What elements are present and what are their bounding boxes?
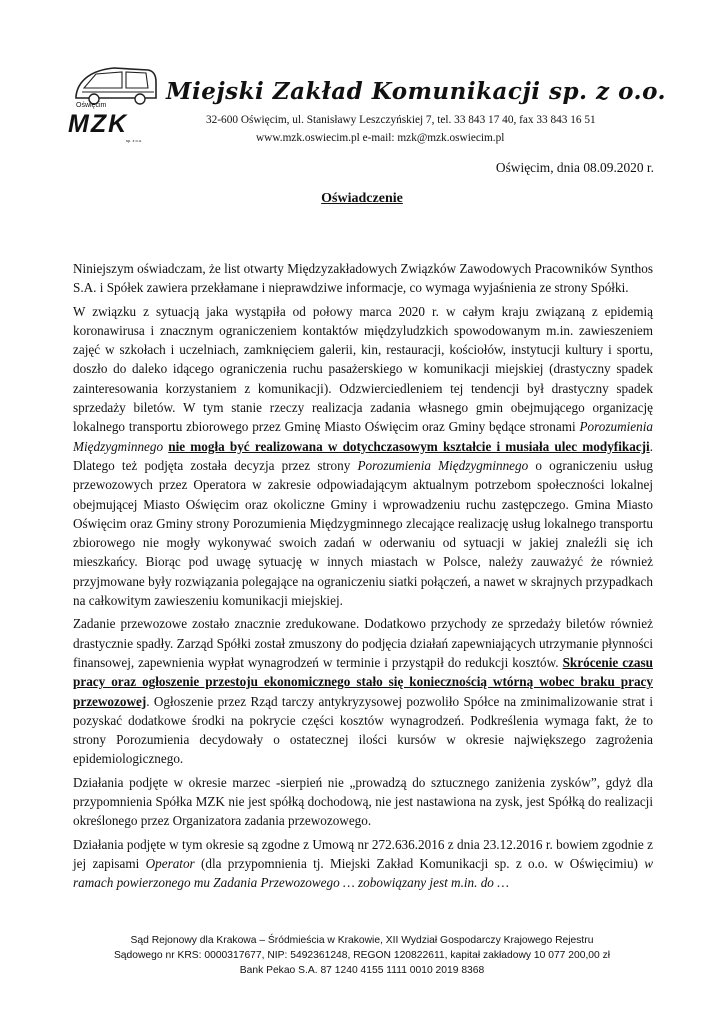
underlined-statement: Skrócenie czasu pracy oraz ogłoszenie przestoju ekonomicznego stało się koniecznością wtórną wobec braku pracy przewozowej [73,654,653,709]
paragraph-1: Niniejszym oświadczam, że list otwarty Międzyzakładowych Związków Zawodowych Pracowników Synthos S.A. i Spółek zawiera przekłamane i nieprawdziwe informacje, co wymaga wyjaśnienia ze strony Spółki. [73,261,653,296]
document-date: Oświęcim, dnia 08.09.2020 r. [495,160,654,175]
document-body [73,259,653,897]
logo-abbreviation: MZK [68,110,129,138]
footer-line-bank: Bank Pekao S.A. 87 1240 4155 1111 0010 2019 8368 [239,965,485,976]
logo-city: Oświęcim [76,102,107,109]
registration-footer [0,933,724,978]
document-title: Oświadczenie [321,191,403,206]
company-logo [62,58,162,148]
company-contact: www.mzk.oswiecim.pl e-mail: mzk@mzk.oswiecim.pl [256,132,505,144]
underlined-statement: nie mogła być realizowana w dotychczasowym kształcie i musiała ulec modyfikacji [168,438,650,454]
letterhead [62,48,667,158]
company-name: Miejski Zakład Komunikacji sp. z o.o. [166,78,667,105]
paragraph-4: Działania podjęte w okresie marzec -sierpień nie „prowadzą do sztucznego zaniżenia zysków”, gdyż dla przypomnienia Spółka MZK nie jest spółką dochodową, nie jest nastawiona na zysk, jest Spółką do realizacji określonego przez Organizatora zadania przewozowego. [73,774,653,829]
logo-legal-form: sp. z o.o. [126,138,143,143]
footer-line-registry: Sądowego nr KRS: 0000317677, NIP: 5492361248, REGON 120822611, kapitał zakładowy 10 077 200,00 zł [113,950,611,961]
footer-line-court: Sąd Rejonowy dla Krakowa – Śródmieścia w Krakowie, XII Wydział Gospodarczy Krajowego Rejestru [130,935,594,946]
paragraph-5: Działania podjęte w tym okresie są zgodne z Umową nr 272.636.2016 z dnia 23.12.2016 r. bowiem zgodnie z jej zapisami Operator (dla przypomnienia tj. Miejski Zakład Komunikacji sp. z o.o. w Oświęcimiu) w ramach powierzonego mu Zadania Przewozowego … zobowiązany jest m.in. do … [73,836,653,891]
company-address: 32-600 Oświęcim, ul. Stanisławy Leszczyńskiej 7, tel. 33 843 17 40, fax 33 843 16 51 [206,114,596,126]
paragraph-2: W związku z sytuacją jaka wystąpiła od połowy marca 2020 r. w całym kraju związaną z epidemią koronawirusa i znacznym ograniczeniem kontaktów międzyludzkich spowodowanym m.in. zawieszeniem zajęć w szkołach i uczelniach, zamknięciem galerii, kin, restauracji, kościołów, instytucji kultury i sportu, doszło do daleko idącego ograniczenia ruchu pasażerskiego w komunikacji miejskiej (drastyczny spadek zainteresowania korzystaniem z komunikacji). Odzwierciedleniem tej tendencji był drastyczny spadek sprzedaży biletów. W tym stanie rzeczy realizacja zadania własnego gmin obejmującego organizację lokalnego transportu zbiorowego przez Gminę Miasto Oświęcim oraz Gminy będące stronami Porozumienia Międzygminnego nie mogła być realizowana w dotychczasowym kształcie i musiała ulec modyfikacji. Dlatego też podjęta została decyzja przez strony Porozumienia Międzygminnego o ograniczeniu usług przewozowych przez Operatora w zakresie odpowiadającym aktualnym potrzebom społeczności lokalnej obejmującej Miasto Oświęcim oraz okoliczne Gminy i wprowadzeniu ruchu zastępczego. Gmina Miasto Oświęcim oraz Gminy strony Porozumienia Międzygminnego zlecające realizację usług lokalnego transportu zbiorowego nie mogły wykonywać swoich zadań w oderwaniu od sytuacji w jakiej znaleźli się ich mieszkańcy. Biorąc pod uwagę sytuację w innych miastach w Polsce, należy zauważyć że również przyjmowane były rozwiązania polegające na ograniczeniu siatki połączeń, a nawet w skrajnych przypadkach na całkowitym zawieszeniu komunikacji miejskiej. [73,303,653,609]
paragraph-3: Zadanie przewozowe zostało znacznie zredukowane. Dodatkowo przychody ze sprzedaży biletów również drastycznie spadły. Zarząd Spółki został zmuszony do podjęcia działań zapewniających utrzymanie płynności finansowej, zapewnienia wypłat wynagrodzeń w terminie i przystąpił do redukcji kosztów. Skrócenie czasu pracy oraz ogłoszenie przestoju ekonomicznego stało się koniecznością wtórną wobec braku pracy przewozowej. Ogłoszenie przez Rząd tarczy antykryzysowej pozwoliło Spółce na zminimalizowanie strat i pozyskać dodatkowe środki na pokrycie części kosztów wynagrodzeń. Podkreślenia wymaga fakt, że to strony Porozumienia decydowały o ostatecznej ilości kursów w okresie największego zagrożenia epidemiologicznego. [73,616,653,767]
